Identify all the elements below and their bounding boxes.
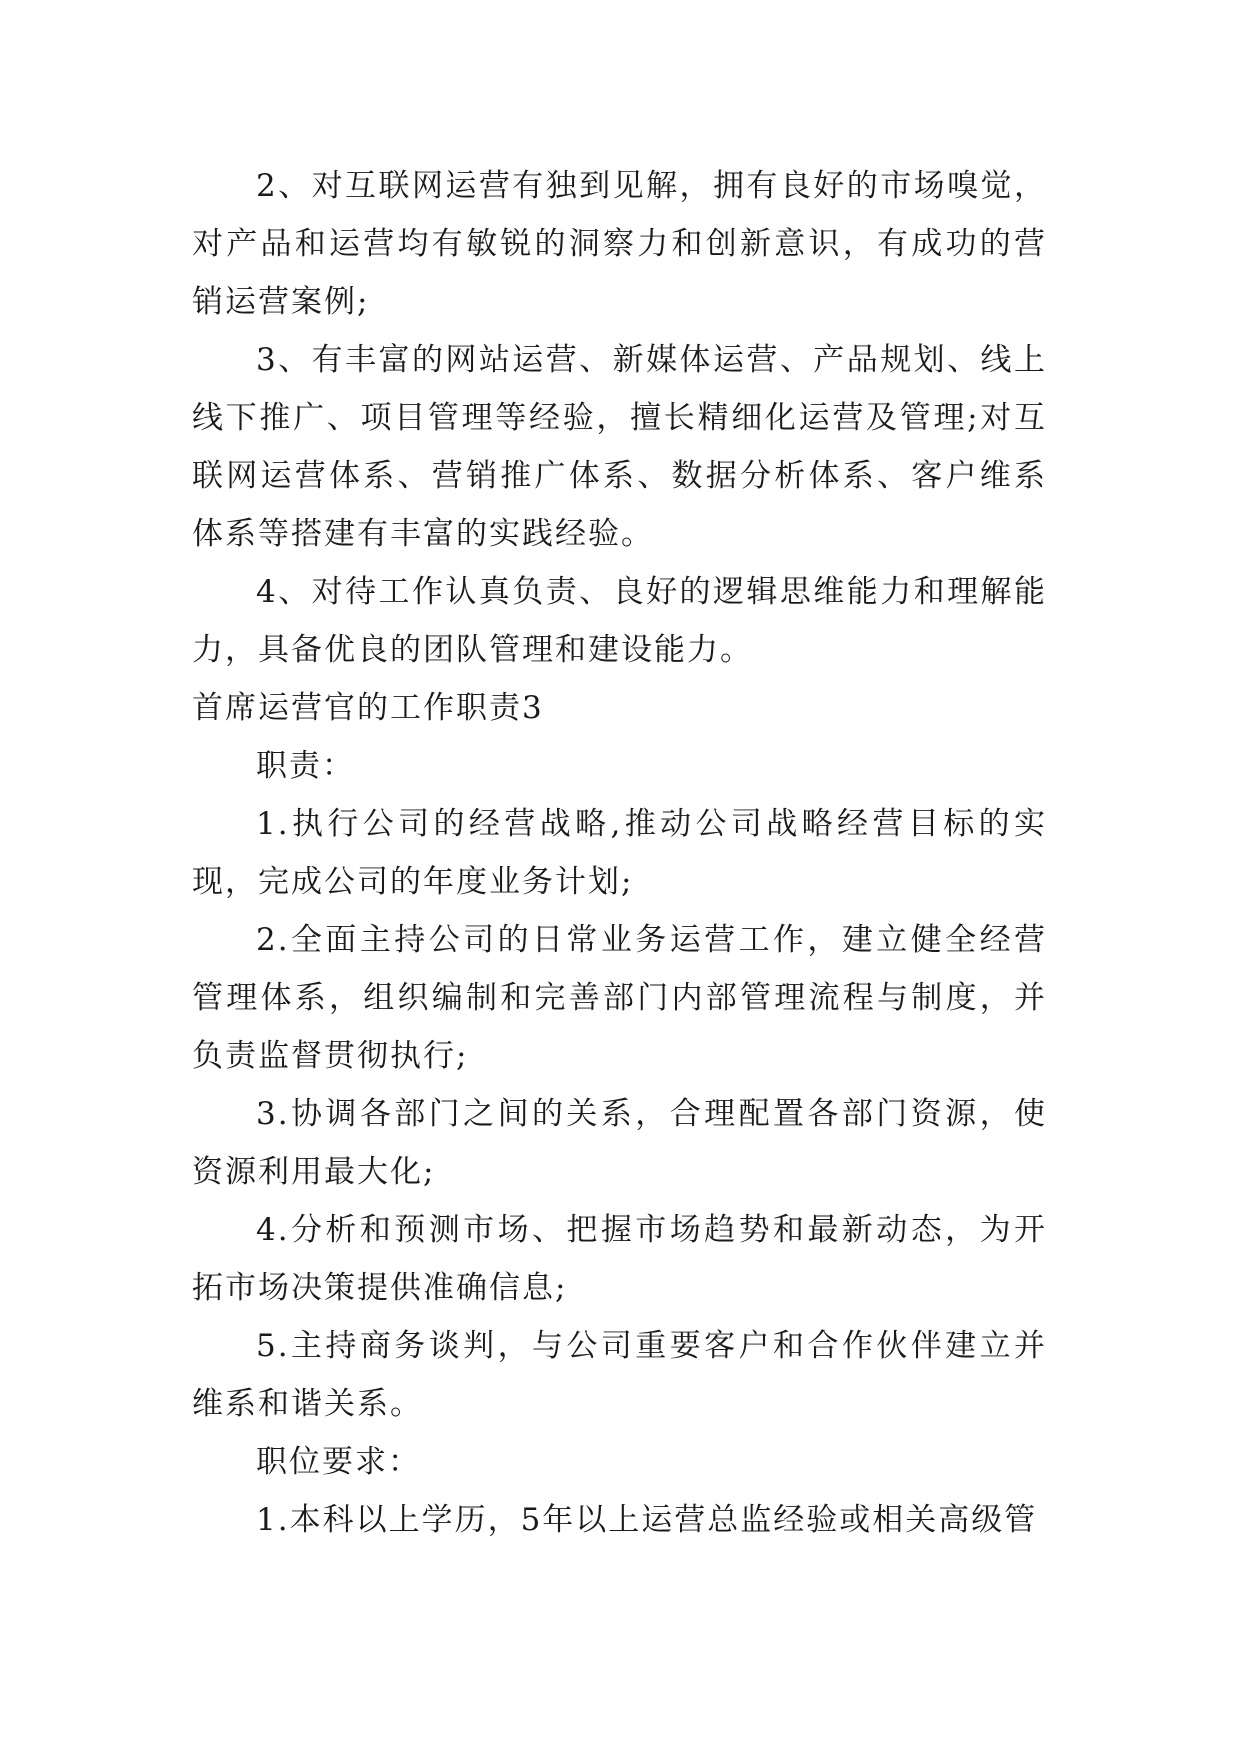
subheading-duties: 职责：: [256, 748, 355, 784]
paragraph-requirement-4: 4、对待工作认真负责、良好的逻辑思维能力和理解能力，具备优良的团队管理和建设能力。: [192, 574, 1047, 668]
paragraph-duty-4: 4.分析和预测市场、把握市场趋势和最新动态，为开拓市场决策提供准确信息;: [192, 1212, 1047, 1306]
paragraph-duty-3: 3.协调各部门之间的关系，合理配置各部门资源，使资源利用最大化;: [192, 1096, 1047, 1190]
paragraph-requirement-2: 2、对互联网运营有独到见解，拥有良好的市场嗅觉，对产品和运营均有敏锐的洞察力和创新意识，有成功的营销运营案例;: [192, 168, 1047, 320]
paragraph-duty-5: 5.主持商务谈判，与公司重要客户和合作伙伴建立并维系和谐关系。: [192, 1328, 1047, 1422]
paragraph-duty-1: 1.执行公司的经营战略,推动公司战略经营目标的实现，完成公司的年度业务计划;: [192, 806, 1047, 900]
subheading-job-requirements: 职位要求：: [256, 1444, 421, 1480]
paragraph-requirement-3: 3、有丰富的网站运营、新媒体运营、产品规划、线上线下推广、项目管理等经验，擅长精细化运营及管理;对互联网运营体系、营销推广体系、数据分析体系、客户维系体系等搭建有丰富的实践经验。: [192, 342, 1047, 552]
paragraph-job-requirement-1: 1.本科以上学历，5年以上运营总监经验或相关高级管: [256, 1502, 1038, 1538]
paragraph-duty-2: 2.全面主持公司的日常业务运营工作，建立健全经营管理体系，组织编制和完善部门内部管理流程与制度，并负责监督贯彻执行;: [192, 922, 1047, 1074]
section-heading: 首席运营官的工作职责3: [192, 690, 544, 726]
document-body: [192, 157, 1047, 1549]
